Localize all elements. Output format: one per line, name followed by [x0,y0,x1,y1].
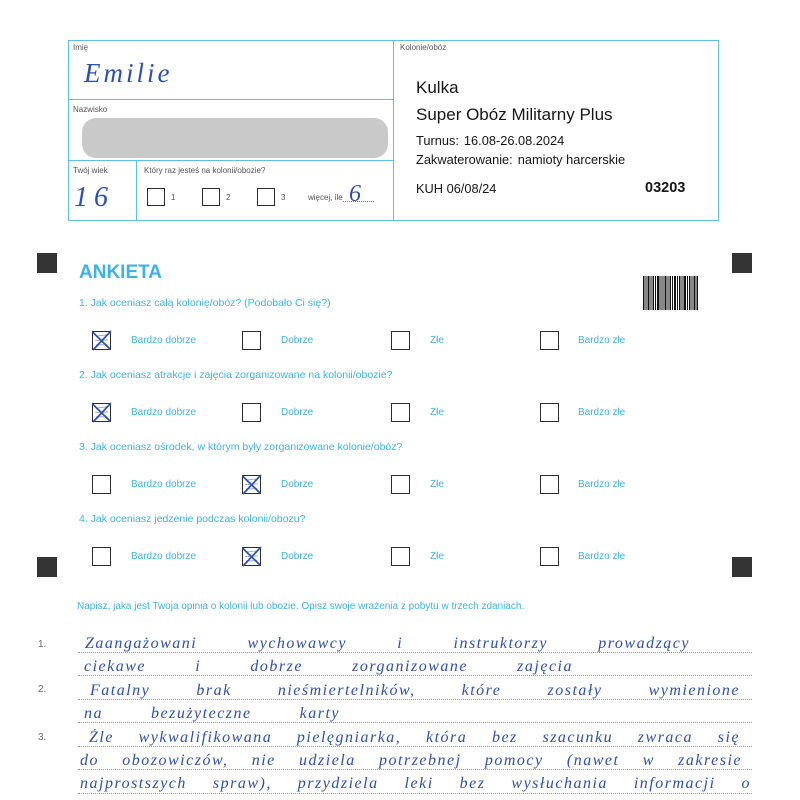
accommodation-label: Zakwaterowanie: [416,152,513,167]
visit-count-option-label: 3 [281,193,286,202]
rating-checkbox [92,547,111,566]
rating-checkbox [242,403,261,422]
option-label: Bardzo dobrze [131,478,197,490]
visit-count-option-label: 1 [171,193,176,202]
visit-count-checkbox [202,188,220,206]
handwritten-answer-line: ciekawe i dobrze zorganizowane zajęcia [84,658,573,675]
header-row-divider [68,160,393,161]
answer-line [78,793,752,794]
option-label: Bardzo dobrze [131,550,197,562]
survey-question [0,441,800,501]
option-label: Złe [430,478,444,490]
camp-organizer: Kulka [416,78,459,97]
question-text: 3. Jak oceniasz ośrodek, w którym były zorganizowane kolonie/obóz? [79,441,403,453]
check-mark-icon [89,328,114,353]
option-label: Dobrze [281,550,314,562]
registration-mark [37,253,57,273]
option-label: Bardzo złe [578,406,626,418]
handwritten-answer-line: na bezużyteczne karty [84,705,340,722]
age-label: Twój wiek [73,166,108,175]
option-label: Złe [430,550,444,562]
opinion-prompt: Napisz, jaka jest Twoja opinia o kolonii lub obozie. Opisz swoje wrażenia z pobytu w trzech zdaniach. [77,601,525,612]
rating-checkbox [92,475,111,494]
rating-checkbox [391,403,410,422]
visit-count-checkbox [257,188,275,206]
age-cell-divider [136,160,137,221]
handwritten-answer-line: Fatalny brak nieśmiertelników, które zostały wymienione [90,682,740,699]
form-number: 03203 [645,180,686,196]
rating-checkbox [92,403,111,422]
turnus-label: Turnus: [416,133,459,148]
turnus-line [416,135,564,148]
check-mark-icon [239,544,264,569]
header-column-divider [393,40,394,221]
header-row-divider [68,99,393,100]
visit-count-checkbox [147,188,165,206]
camp-label: Kolonie/obóz [400,43,447,52]
option-label: Złe [430,334,444,346]
option-label: Bardzo dobrze [131,406,197,418]
answer-number: 1. [38,639,47,650]
registration-mark [732,253,752,273]
answer-number: 2. [38,684,47,695]
visit-count-option-label: 2 [226,193,231,202]
accommodation-line [416,154,625,167]
rating-checkbox [540,403,559,422]
last-name-label: Nazwisko [73,105,108,114]
rating-checkbox [540,547,559,566]
rating-checkbox [391,547,410,566]
option-label: Bardzo złe [578,550,626,562]
rating-checkbox [391,331,410,350]
visit-count-label: Który raz jesteś na kolonii/obozie? [144,166,266,175]
handwritten-answer-line: Źle wykwalifikowana pielęgniarka, która bez szacunku zwraca się [89,729,740,746]
rating-checkbox [391,475,410,494]
option-label: Bardzo złe [578,478,626,490]
question-text: 4. Jak oceniasz jedzenie podczas kolonii/obozu? [79,513,306,525]
answer-number: 3. [38,732,47,743]
first-name-label: Imię [73,43,89,52]
camp-name: Super Obóz Militarny Plus [416,105,613,124]
camp-code: KUH 06/08/24 [416,181,497,196]
question-text: 1. Jak oceniasz całą kolonię/obóz? (Podobało Ci się?) [79,297,331,309]
option-label: Dobrze [281,334,314,346]
handwritten-answer-line: do obozowiczów, nie udziela potrzebnej pomocy (nawet w zakresie [80,752,742,769]
check-mark-icon [239,472,264,497]
survey-title: ANKIETA [79,262,163,283]
option-label: Bardzo złe [578,334,626,346]
option-label: Dobrze [281,406,314,418]
visit-count-more-label: więcej, ile [308,193,343,202]
first-name-value: Emilie [84,58,173,88]
accommodation-value: namioty harcerskie [517,152,626,167]
survey-question [0,369,800,429]
option-label: Dobrze [281,478,314,490]
turnus-dates: 16.08-26.08.2024 [463,133,565,148]
rating-checkbox [92,331,111,350]
survey-question [0,297,800,357]
check-mark-icon [89,400,114,425]
rating-checkbox [540,475,559,494]
option-label: Złe [430,406,444,418]
survey-question [0,513,800,573]
rating-checkbox [242,475,261,494]
option-label: Bardzo dobrze [131,334,197,346]
rating-checkbox [242,331,261,350]
rating-checkbox [540,331,559,350]
handwritten-answer-line: Zaangażowani wychowawcy i instruktorzy prowadzący [85,635,690,652]
redacted-last-name [82,118,388,158]
age-value: 16 [74,182,114,213]
visit-count-more-value: 6 [349,181,361,207]
handwritten-answer-line: najprostszych spraw), przydziela leki bez wysłuchania informacji o [80,775,751,792]
rating-checkbox [242,547,261,566]
question-text: 2. Jak oceniasz atrakcje i zajęcia zorganizowane na kolonii/obozie? [79,369,393,381]
